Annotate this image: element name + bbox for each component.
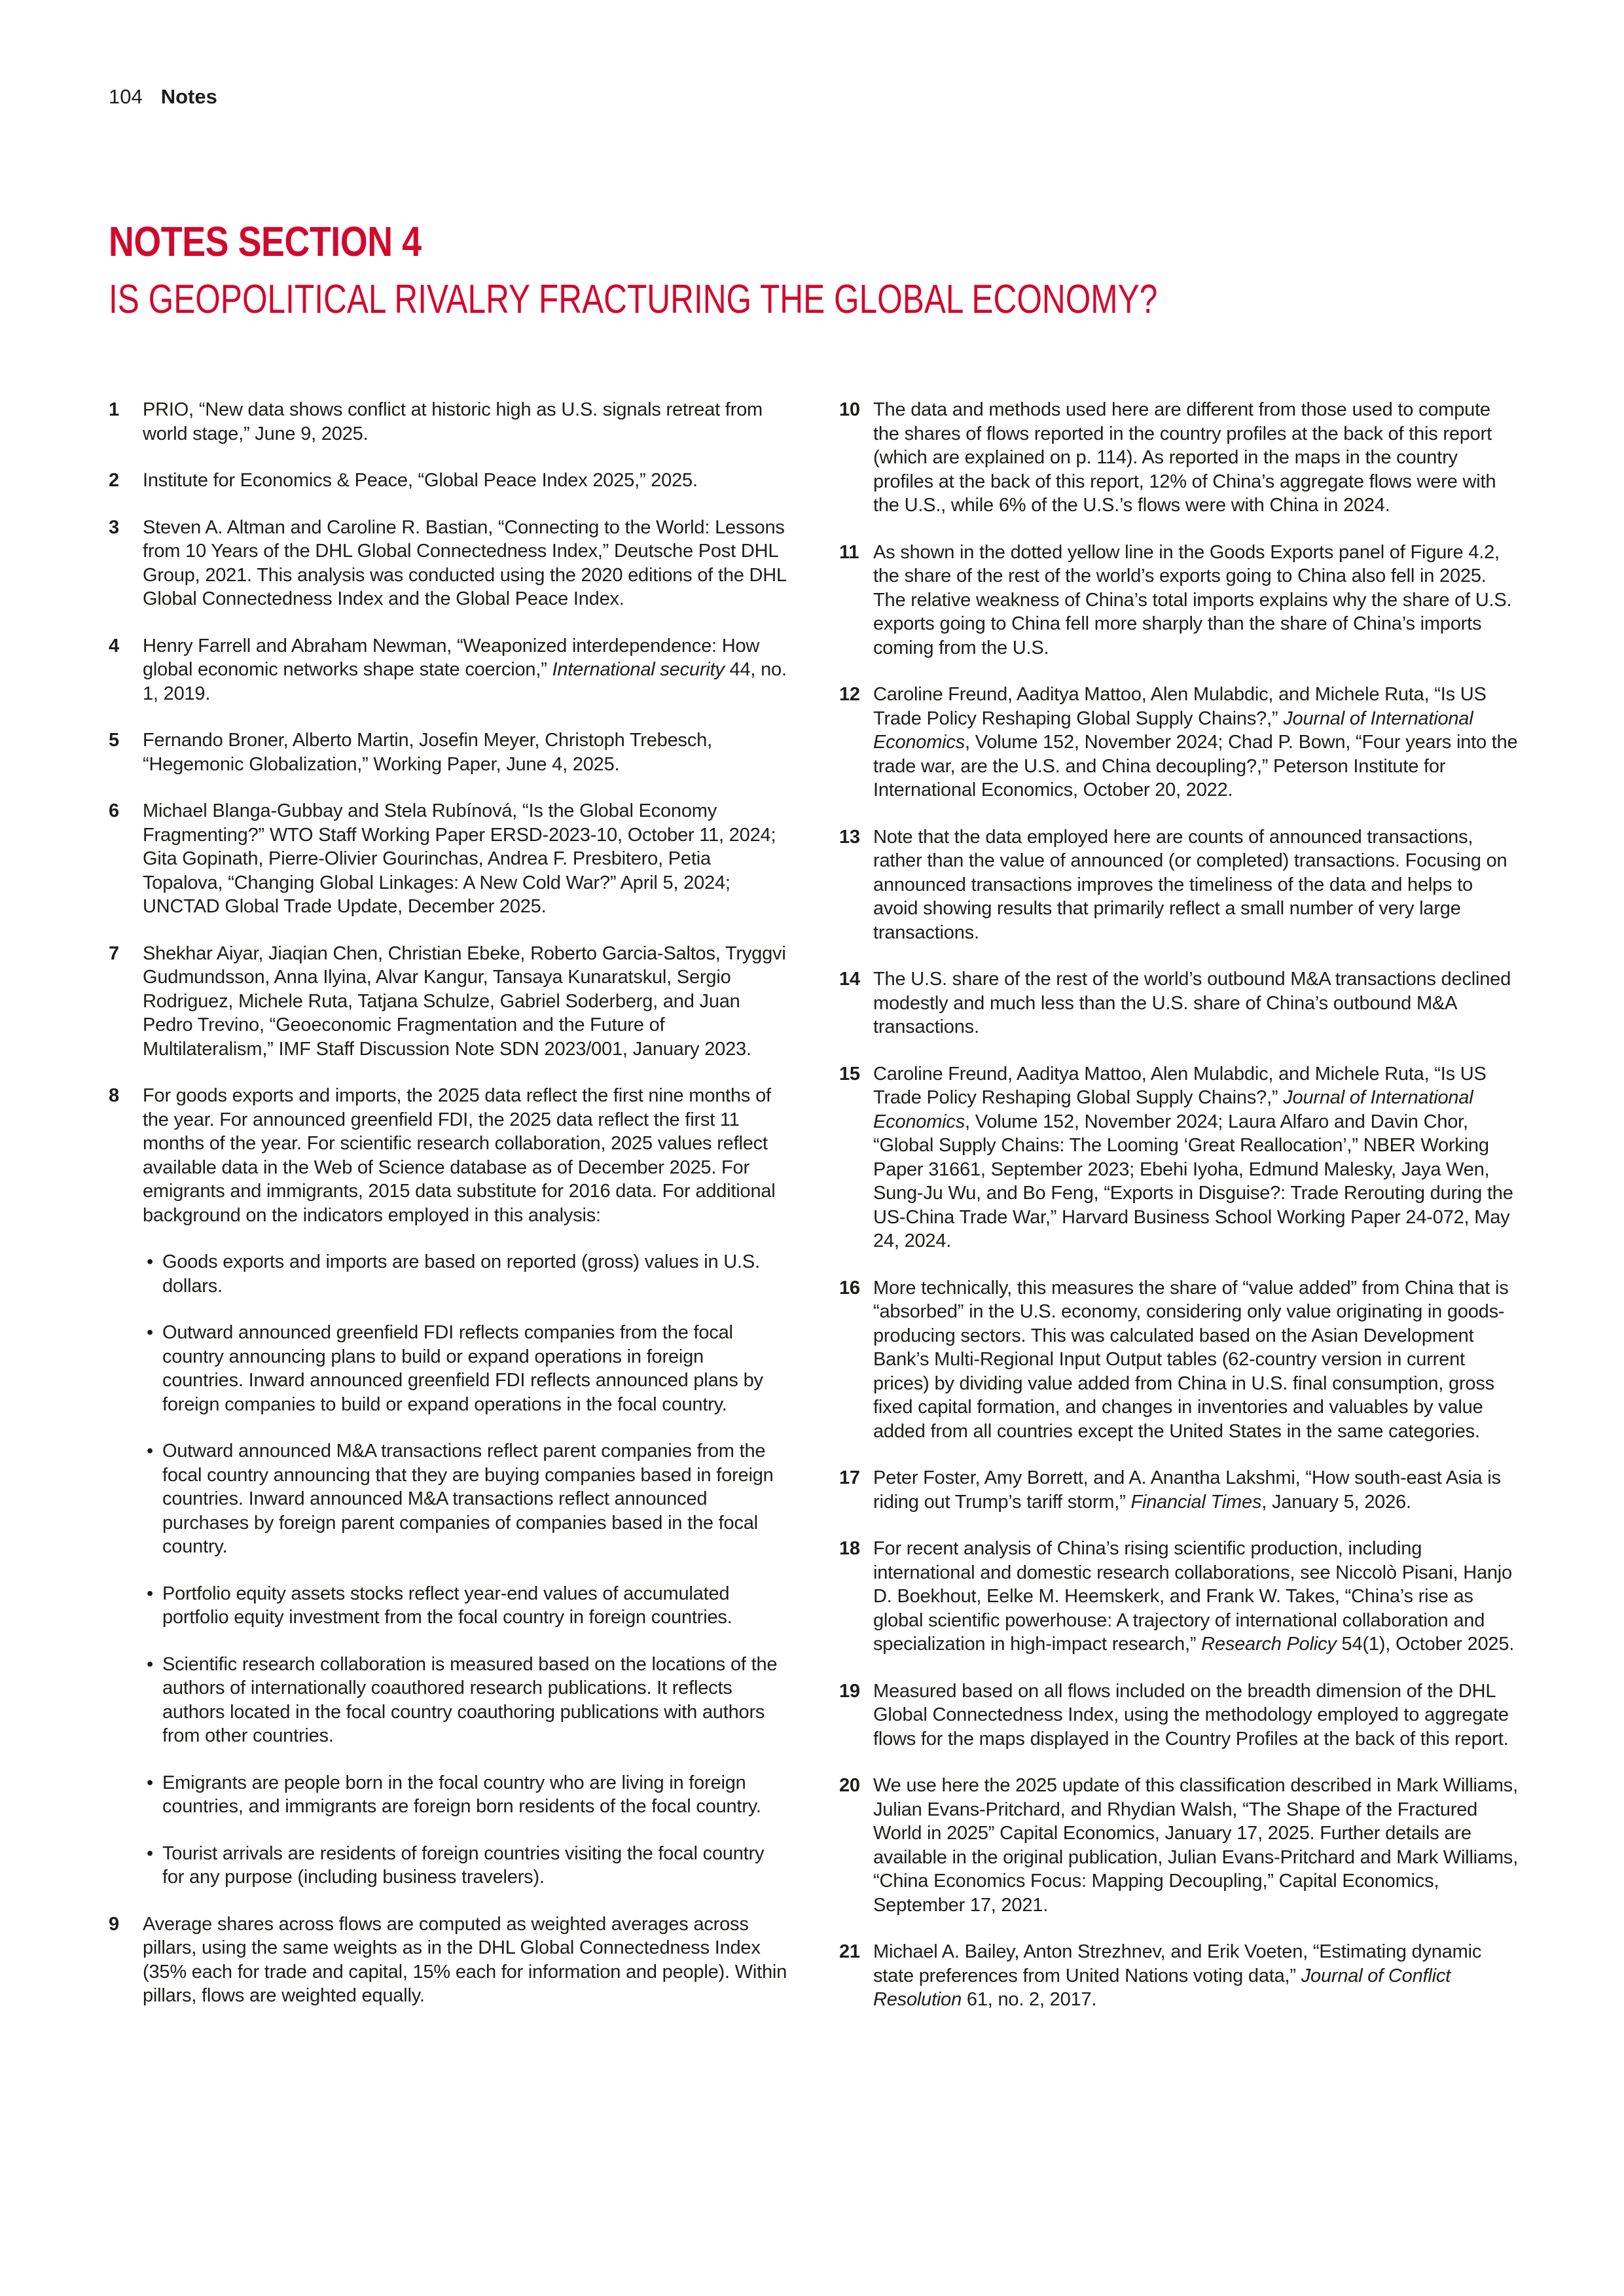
text-run: Tourist arrivals are residents of foreign countries visiting the focal country for any purpose (including business travelers). xyxy=(162,1842,765,1888)
text-run: More technically, this measures the share of “value added” from China that is “absorbed” in the U.S. economy, considering only value originating in goods-producing sectors. This was calculated based on the Asian Development Bank’s Multi-Regional Input Output tables (62-country version in current prices) by dividing value added from China in U.S. final consumption, gross fixed capital formation, and changes in inventories and valuables by value added from all countries except the United States in the same categories. xyxy=(873,1277,1509,1442)
note-text xyxy=(143,469,788,493)
note-paragraph xyxy=(873,683,1519,802)
note-item-4 xyxy=(109,634,788,706)
note-item-16 xyxy=(839,1276,1519,1444)
text-run: 54(1), October 2025. xyxy=(1336,1634,1515,1655)
note-text xyxy=(873,1537,1519,1657)
note-paragraph xyxy=(873,1276,1519,1444)
note-paragraph xyxy=(873,1537,1519,1657)
note-item-2 xyxy=(109,469,788,493)
note-number: 6 xyxy=(109,800,119,821)
section-title: NOTES SECTION 4 xyxy=(109,218,422,265)
note-number: 15 xyxy=(839,1063,860,1085)
note-text xyxy=(873,967,1519,1039)
section-subtitle: IS GEOPOLITICAL RIVALRY FRACTURING THE GLOBAL ECONOMY? xyxy=(109,277,1158,322)
note-text xyxy=(873,683,1519,802)
note-paragraph xyxy=(873,1062,1519,1253)
bullet-marker: • xyxy=(147,1842,153,1864)
text-run: Caroline Freund, Aaditya Mattoo, Alen Mulabdic, and Michele Ruta, “Is US Trade Policy Reshaping Global Supply Chains?,” xyxy=(873,684,1487,729)
note-number: 3 xyxy=(109,516,119,538)
note-item-21 xyxy=(839,1940,1519,2012)
note-paragraph xyxy=(143,799,788,919)
italic-text: International security xyxy=(552,659,725,680)
note-paragraph xyxy=(873,541,1519,660)
bullet-marker: • xyxy=(147,1251,153,1272)
note-bullet xyxy=(143,1771,788,1819)
note-item-13 xyxy=(839,825,1519,945)
note-paragraph xyxy=(873,398,1519,518)
note-text xyxy=(143,516,788,611)
text-run: Average shares across flows are computed as weighted averages across pillars, using the same weights as in the DHL Global Connectedness Index (35% each for trade and capital, 15% each for information and people). Within pillars, flows are weighted equally. xyxy=(143,1913,787,2006)
note-item-10 xyxy=(839,398,1519,518)
text-run: Portfolio equity assets stocks reflect year-end values of accumulated portfolio equity investment from the focal country in foreign countries. xyxy=(162,1583,732,1628)
note-text xyxy=(143,942,788,1062)
note-number: 12 xyxy=(839,684,860,705)
note-paragraph xyxy=(143,634,788,706)
italic-text: Journal of International Economics xyxy=(873,708,1473,753)
note-text xyxy=(873,1466,1519,1514)
note-item-20 xyxy=(839,1774,1519,1917)
text-run: Caroline Freund, Aaditya Mattoo, Alen Mulabdic, and Michele Ruta, “Is US Trade Policy Reshaping Global Supply Chains?,” xyxy=(873,1063,1487,1108)
note-text xyxy=(143,799,788,919)
note-number: 20 xyxy=(839,1775,860,1796)
bullet-marker: • xyxy=(147,1583,153,1604)
running-header xyxy=(109,85,217,109)
note-item-12 xyxy=(839,683,1519,802)
note-number: 10 xyxy=(839,399,860,420)
note-number: 9 xyxy=(109,1913,119,1935)
text-run: The U.S. share of the rest of the world’s outbound M&A transactions declined modestly and much less than the U.S. share of China’s outbound M&A transactions. xyxy=(873,969,1511,1037)
note-text xyxy=(143,398,788,446)
text-run: , January 5, 2026. xyxy=(1261,1491,1411,1513)
note-number: 4 xyxy=(109,635,119,656)
italic-text: Research Policy xyxy=(1201,1634,1337,1655)
note-item-15 xyxy=(839,1062,1519,1253)
note-item-5 xyxy=(109,728,788,776)
text-run: Emigrants are people born in the focal country who are living in foreign countries, and immigrants are foreign born residents of the focal country. xyxy=(162,1772,761,1817)
text-run: As shown in the dotted yellow line in the Goods Exports panel of Figure 4.2, the share of the rest of the world’s exports going to China also fell in 2025. The relative weakness of China’s total imports explains why the share of U.S. exports going to China fell more sharply than the share of China’s imports coming from the U.S. xyxy=(873,541,1512,658)
italic-text: Journal of International Economics xyxy=(873,1087,1473,1132)
text-run: Scientific research collaboration is measured based on the locations of the authors of internationally coauthored research publications. It reflects authors located in the focal country coauthoring publications with authors from other countries. xyxy=(162,1653,778,1746)
note-number: 7 xyxy=(109,942,119,964)
text-run: Goods exports and imports are based on reported (gross) values in U.S. dollars. xyxy=(162,1251,760,1297)
text-run: Measured based on all flows included on the breadth dimension of the DHL Global Connectedness Index, using the methodology employed to aggregate flows for the maps displayed in the Country Profiles at the back of this report. xyxy=(873,1680,1509,1749)
title-block xyxy=(109,220,1549,321)
note-item-9 xyxy=(109,1912,788,2008)
page-number: 104 xyxy=(109,85,143,108)
text-run: Outward announced greenfield FDI reflects companies from the focal country announcing plans to build or expand operations in foreign countries. Inward announced greenfield FDI reflects announced plans by foreign companies to build or expand operations in the focal country. xyxy=(162,1322,763,1415)
note-bullet xyxy=(143,1250,788,1298)
note-number: 17 xyxy=(839,1467,860,1488)
notes-column-right xyxy=(839,398,1519,2012)
note-item-11 xyxy=(839,541,1519,660)
text-run: For recent analysis of China’s rising scientific production, including international and domestic research collaborations, see Niccolò Pisani, Hanjo D. Boekhout, Eelke M. Heemskerk, and Frank W. Takes, “China’s rise as global scientific powerhouse: A trajectory of international collaboration and specialization in high-impact research,” xyxy=(873,1538,1512,1655)
note-item-14 xyxy=(839,967,1519,1039)
note-number: 8 xyxy=(109,1085,119,1106)
note-item-18 xyxy=(839,1537,1519,1657)
note-paragraph xyxy=(873,1940,1519,2012)
note-paragraph xyxy=(873,1774,1519,1917)
text-run: Shekhar Aiyar, Jiaqian Chen, Christian Ebeke, Roberto Garcia-Saltos, Tryggvi Gudmundsson, Anna Ilyina, Alvar Kangur, Tansaya Kunaratskul, Sergio Rodriguez, Michele Ruta, Tatjana Schulze, Gabriel Soderberg, and Juan Pedro Trevino, “Geoeconomic Fragmentation and the Future of Multilateralism,” IMF Staff Discussion Note SDN 2023/001, January 2023. xyxy=(143,942,786,1060)
text-run: Institute for Economics & Peace, “Global Peace Index 2025,” 2025. xyxy=(143,470,698,491)
note-text xyxy=(143,1084,788,1890)
note-number: 21 xyxy=(839,1941,860,1962)
notes-columns xyxy=(109,398,1519,2012)
note-text xyxy=(873,825,1519,945)
note-paragraph xyxy=(873,1466,1519,1514)
bullet-text xyxy=(162,1250,788,1298)
note-paragraph xyxy=(873,1679,1519,1751)
note-bullet xyxy=(143,1321,788,1416)
note-number: 1 xyxy=(109,399,119,420)
note-item-17 xyxy=(839,1466,1519,1514)
bullet-text xyxy=(162,1439,788,1559)
note-text xyxy=(143,634,788,706)
text-run: Michael A. Bailey, Anton Strezhnev, and Erik Voeten, “Estimating dynamic state preferences from United Nations voting data,” xyxy=(873,1941,1482,1986)
note-bullet xyxy=(143,1582,788,1630)
note-paragraph xyxy=(143,469,788,493)
text-run: Henry Farrell and Abraham Newman, “Weaponized interdependence: How global economic networks shape state coercion,” xyxy=(143,635,760,680)
text-run: 44, no. 1, 2019. xyxy=(143,659,787,704)
text-run: Note that the data employed here are counts of announced transactions, rather than the value of announced (or completed) transactions. Focusing on announced transactions improves the timeliness of the data and helps to avoid showing results that primarily reflect a small number of very large transactions. xyxy=(873,826,1507,943)
note-text xyxy=(873,1062,1519,1253)
bullet-marker: • xyxy=(147,1772,153,1793)
note-item-6 xyxy=(109,799,788,919)
text-run: Peter Foster, Amy Borrett, and A. Anantha Lakshmi, “How south-east Asia is riding out Trump’s tariff storm,” xyxy=(873,1467,1501,1513)
bullet-marker: • xyxy=(147,1653,153,1675)
note-text xyxy=(873,1940,1519,2012)
note-item-7 xyxy=(109,942,788,1062)
text-run: Outward announced M&A transactions reflect parent companies from the focal country announcing that they are buying companies based in foreign countries. Inward announced M&A transactions reflect announced purchases by foreign parent companies of companies based in the focal country. xyxy=(162,1441,774,1557)
bullet-marker: • xyxy=(147,1322,153,1343)
note-bullet xyxy=(143,1439,788,1559)
text-run: The data and methods used here are different from those used to compute the shares of flows reported in the country profiles at the back of this report (which are explained on p. 114). As reported in the maps in the country profiles at the back of this report, 12% of China’s aggregate flows were with the U.S., while 6% of the U.S.’s flows were with China in 2024. xyxy=(873,399,1496,516)
note-paragraph xyxy=(143,1912,788,2008)
bullet-text xyxy=(162,1842,788,1890)
note-number: 16 xyxy=(839,1277,860,1299)
text-run: For goods exports and imports, the 2025 data reflect the first nine months of the year. For announced greenfield FDI, the 2025 data reflect the first 11 months of the year. For scientific research collaboration, 2025 values reflect available data in the Web of Science database as of December 2025. For emigrants and immigrants, 2015 data substitute for 2016 data. For additional background on the indicators employed in this analysis: xyxy=(143,1085,776,1226)
bullet-text xyxy=(162,1321,788,1416)
text-run: Steven A. Altman and Caroline R. Bastian, “Connecting to the World: Lessons from 10 Years of the DHL Global Connectedness Index,” Deutsche Post DHL Group, 2021. This analysis was conducted using the 2020 editions of the DHL Global Connectedness Index and the Global Peace Index. xyxy=(143,516,786,609)
notes-column-left xyxy=(109,398,788,2008)
note-item-8 xyxy=(109,1084,788,1890)
note-text xyxy=(143,728,788,776)
italic-text: Financial Times xyxy=(1130,1491,1262,1513)
text-run: , Volume 152, November 2024; Laura Alfaro and Davin Chor, “Global Supply Chains: The Looming ‘Great Reallocation’,” NBER Working Paper 31661, September 2023; Ebehi Iyoha, Edmund Malesky, Jaya Wen, Sung-Ju Wu, and Bo Feng, “Exports in Disguise?: Trade Rerouting during the US-China Trade War,” Harvard Business School Working Paper 24-072, May 24, 2024. xyxy=(873,1111,1513,1251)
text-run: , Volume 152, November 2024; Chad P. Bown, “Four years into the trade war, are the U.S. and China decoupling?,” Peterson Institute for International Economics, October 20, 2022. xyxy=(873,732,1518,800)
note-paragraph xyxy=(873,825,1519,945)
note-text xyxy=(873,1276,1519,1444)
note-number: 14 xyxy=(839,969,860,990)
note-number: 11 xyxy=(839,541,859,563)
note-number: 18 xyxy=(839,1538,860,1559)
italic-text: Journal of Conflict Resolution xyxy=(873,1965,1451,2010)
note-text xyxy=(873,398,1519,518)
note-text xyxy=(873,1679,1519,1751)
note-item-19 xyxy=(839,1679,1519,1751)
note-bullet xyxy=(143,1653,788,1748)
note-paragraph xyxy=(143,1084,788,1227)
text-run: We use here the 2025 update of this classification described in Mark Williams, Julian Evans-Pritchard, and Rhydian Walsh, “The Shape of the Fractured World in 2025” Capital Economics, January 17, 2025. Further details are available in the original publication, Julian Evans-Pritchard and Mark Williams, “China Economics Focus: Mapping Decoupling,” Capital Economics, September 17, 2021. xyxy=(873,1775,1518,1916)
note-text xyxy=(873,541,1519,660)
note-number: 5 xyxy=(109,730,119,751)
bullet-marker: • xyxy=(147,1441,153,1462)
note-item-1 xyxy=(109,398,788,446)
note-paragraph xyxy=(143,942,788,1062)
text-run: 61, no. 2, 2017. xyxy=(962,1989,1097,2010)
bullet-text xyxy=(162,1582,788,1630)
note-bullet xyxy=(143,1842,788,1890)
text-run: Fernando Broner, Alberto Martin, Josefin Meyer, Christoph Trebesch, “Hegemonic Globalization,” Working Paper, June 4, 2025. xyxy=(143,730,712,775)
note-number: 19 xyxy=(839,1680,860,1702)
note-text xyxy=(873,1774,1519,1917)
note-paragraph xyxy=(143,516,788,611)
note-number: 2 xyxy=(109,470,119,491)
note-paragraph xyxy=(143,728,788,776)
text-run: PRIO, “New data shows conflict at historic high as U.S. signals retreat from world stage,” June 9, 2025. xyxy=(143,399,763,444)
text-run: Michael Blanga-Gubbay and Stela Rubínová, “Is the Global Economy Fragmenting?” WTO Staff Working Paper ERSD-2023-10, October 11, 2024; Gita Gopinath, Pierre-Olivier Gourinchas, Andrea F. Presbitero, Petia Topalova, “Changing Global Linkages: A New Cold War?” April 5, 2024; UNCTAD Global Trade Update, December 2025. xyxy=(143,800,776,917)
page-header-label: Notes xyxy=(160,85,217,108)
note-paragraph xyxy=(143,398,788,446)
note-item-3 xyxy=(109,516,788,611)
bullet-text xyxy=(162,1653,788,1748)
bullet-text xyxy=(162,1771,788,1819)
note-paragraph xyxy=(873,967,1519,1039)
note-number: 13 xyxy=(839,826,860,848)
note-text xyxy=(143,1912,788,2008)
